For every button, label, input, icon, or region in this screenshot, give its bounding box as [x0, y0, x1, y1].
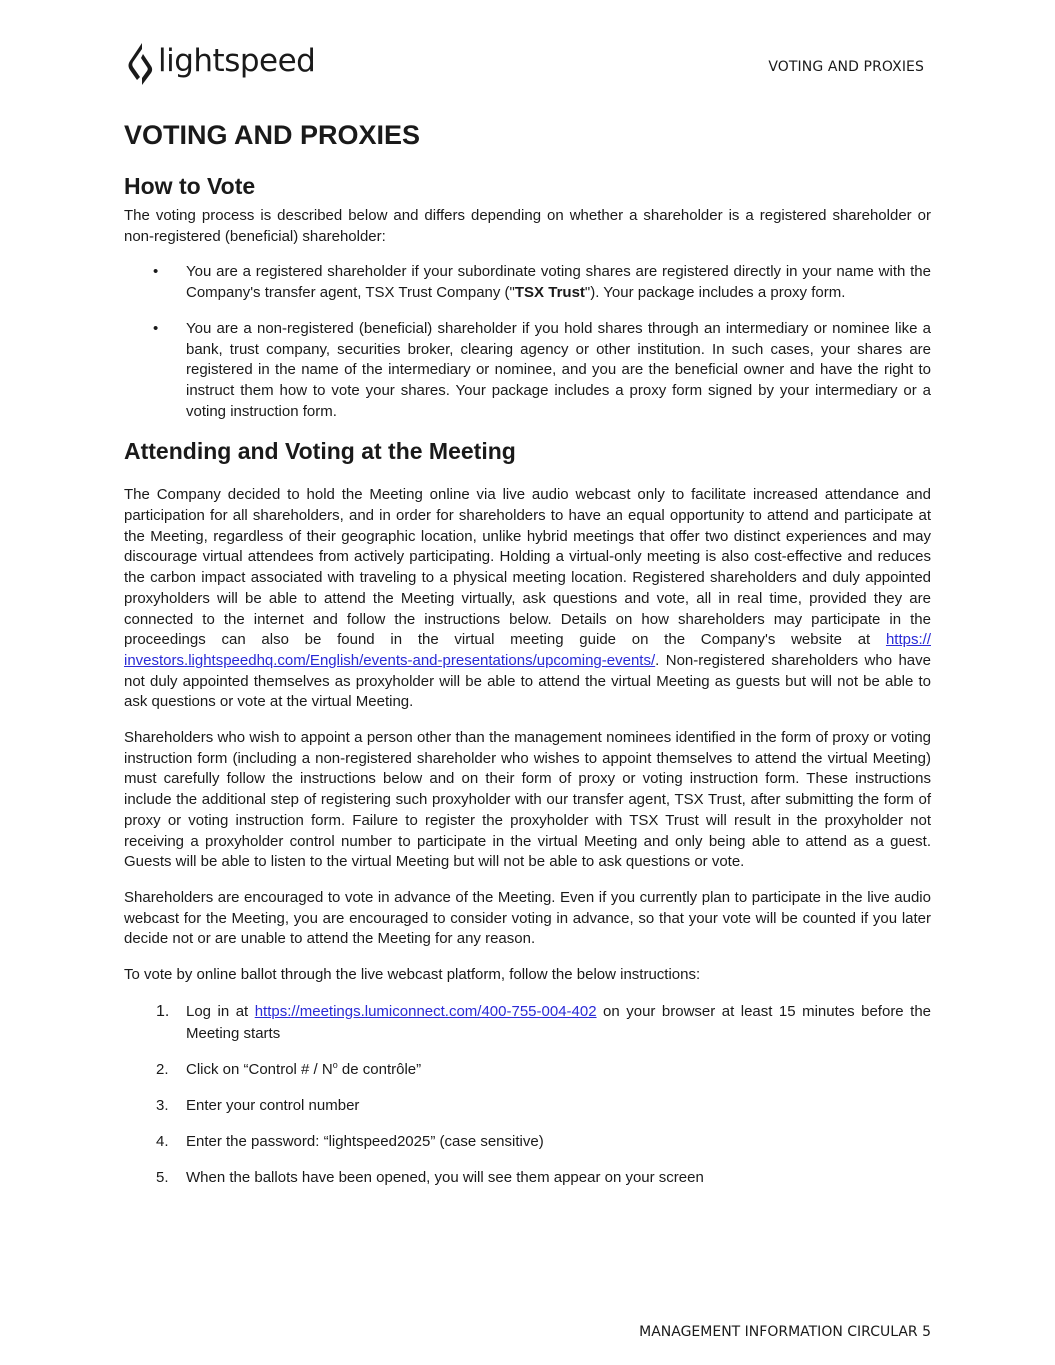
bullet-icon: • [153, 263, 159, 281]
step-number: 5. [156, 1169, 169, 1187]
step-text: Enter the password: “lightspeed2025” (case sensitive) [186, 1133, 544, 1151]
running-header: VOTING AND PROXIES [768, 59, 924, 75]
meeting-login-link[interactable]: https://meetings.lumiconnect.com/400-755-004-402 [254, 1002, 597, 1020]
list-item [124, 319, 931, 423]
list-item [124, 1167, 931, 1190]
logo-wordmark: lightspeed [158, 42, 316, 79]
paragraph-text: The Company decided to hold the Meeting online via live audio webcast only to facilitate increased attendance and participation for all shareholders, and in order for shareholders to have an equal opportunity to attend and participate at the Meeting, regardless of their geographic location, unlike hybrid meetings that offer two distinct experiences and may discourage virtual attendees from actively participating. Holding a virtual-only meeting is also cost-effective and reduces the carbon impact associated with traveling to a physical meeting location. Registered shareholders and duly appointed proxyholders will be able to attend the Meeting virtually, ask questions and vote, all in real time, provided they are connected to the internet and follow the instructions below. Details on how shareholders may participate in the proceedings can also be found in the virtual meeting guide on the Company's website at [124, 486, 931, 649]
list-item [124, 1095, 931, 1118]
list-item [124, 1131, 931, 1154]
step-text: Log in at [186, 1002, 255, 1020]
superscript-o: o [332, 1060, 338, 1071]
company-logo [127, 42, 315, 86]
step-text: de contrôle” [337, 1061, 422, 1079]
list-item [124, 262, 931, 303]
tsx-trust-term: TSX Trust [514, 284, 585, 302]
step-text: Enter your control number [186, 1097, 360, 1115]
paragraph-text: . Non-registered shareholders who have not duly appointed themselves as proxyholder will be able to attend the virtual Meeting as guests but will not be able to ask questions or vote at the virtual Meeting. [124, 651, 931, 711]
attending-heading: Attending and Voting at the Meeting [124, 438, 516, 465]
page-footer: MANAGEMENT INFORMATION CIRCULAR 5 [639, 1324, 931, 1340]
shareholder-type-list [124, 262, 931, 422]
list-item [124, 1059, 931, 1082]
how-to-vote-heading: How to Vote [124, 173, 256, 199]
step-text: Click on “Control # / N [186, 1061, 333, 1079]
attending-paragraph-4: To vote by online ballot through the live webcast platform, follow the below instructions: [124, 966, 701, 984]
attending-paragraph-3: Shareholders are encouraged to vote in advance of the Meeting. Even if you currently plan to participate in the live audio webcast for the Meeting, you are encouraged to consider voting in advance, so that your vote will be counted if you later decide not or are unable to attend the Meeting for any reason. [124, 888, 931, 948]
step-number: 1. [156, 1002, 170, 1020]
page-content [124, 116, 931, 1203]
bullet-icon: • [153, 319, 159, 337]
step-number: 2. [156, 1061, 169, 1079]
voting-steps-list [124, 1001, 931, 1190]
step-text: on your browser at least 15 minutes before the Meeting starts [186, 1002, 931, 1043]
step-text: When the ballots have been opened, you will see them appear on your screen [186, 1169, 704, 1187]
attending-paragraph-1 [124, 485, 931, 713]
step-number: 4. [156, 1133, 169, 1151]
bullet-text: "). Your package includes a proxy form. [584, 284, 846, 302]
events-page-link[interactable]: https:// investors.lightspeedhq.com/English/events-and-presentations/upcoming-events/ [124, 631, 931, 669]
step-number: 3. [156, 1097, 169, 1115]
attending-paragraph-2: Shareholders who wish to appoint a person other than the management nominees identified in the form of proxy or voting instruction form (including a non-registered shareholder who wishes to appoint themselves to attend the virtual Meeting) must carefully follow the instructions below and on their form of proxy or voting instruction form. These instructions include the additional step of registering such proxyholder with our transfer agent, TSX Trust, after submitting the form of proxy or voting instruction form. Failure to register the proxyholder with TSX Trust will result in the proxyholder not receiving a proxyholder control number to participate in the virtual Meeting and only being able to attend as a guest. Guests will be able to listen to the virtual Meeting but will not be able to ask questions or vote. [124, 729, 931, 871]
page-title: VOTING AND PROXIES [124, 120, 421, 150]
bullet-text: You are a registered shareholder if your subordinate voting shares are registered directly in your name with the Company's transfer agent, TSX Trust Company (" [186, 263, 931, 302]
list-item [124, 1001, 931, 1046]
bullet-text: You are a non-registered (beneficial) shareholder if you hold shares through an intermediary or nominee like a bank, trust company, securities broker, clearing agency or other institution. In such cases, your shares are registered in the name of the intermediary or nominee, and you are the beneficial owner and have the right to instruct them how to vote your shares. Your package includes a proxy form signed by your intermediary or a voting instruction form. [186, 319, 931, 420]
lightspeed-flame-icon [127, 42, 155, 86]
how-to-vote-intro: The voting process is described below and differs depending on whether a shareholder is a registered shareholder or non-registered (beneficial) shareholder: [124, 207, 931, 245]
